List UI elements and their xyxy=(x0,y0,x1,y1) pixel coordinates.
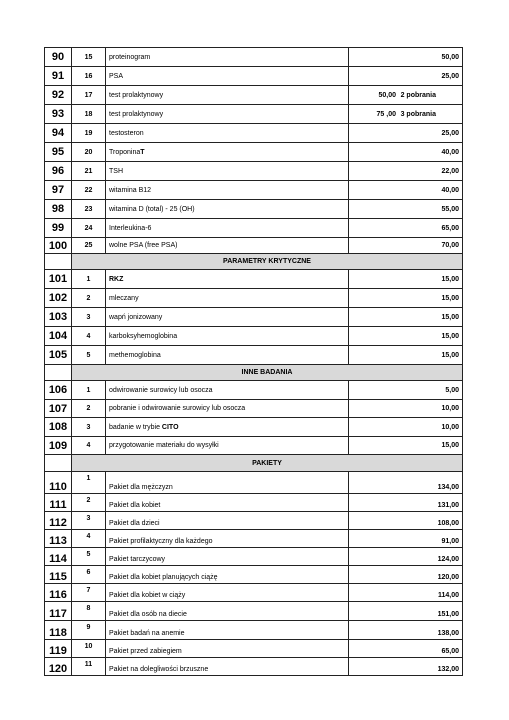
table-row xyxy=(45,67,463,86)
item-number: 5 xyxy=(72,548,106,566)
table-row xyxy=(45,658,463,676)
test-name: Pakiet tarczycowy xyxy=(106,548,349,566)
row-number: 93 xyxy=(45,105,72,124)
price-value: 55,00 xyxy=(349,200,463,219)
row-number: 98 xyxy=(45,200,72,219)
table-row xyxy=(45,566,463,584)
item-number: 21 xyxy=(72,162,106,181)
item-number: 18 xyxy=(72,105,106,124)
row-number: 97 xyxy=(45,181,72,200)
table-row xyxy=(45,584,463,602)
row-number: 111 xyxy=(45,494,72,512)
table-row xyxy=(45,381,463,400)
test-name: Pakiet dla osób na diecie xyxy=(106,602,349,621)
price-value: 10,00 xyxy=(349,418,463,437)
test-name: test prolaktynowy xyxy=(106,86,349,105)
table-row xyxy=(45,181,463,200)
price-value: 15,00 xyxy=(349,437,463,455)
table-row xyxy=(45,308,463,327)
item-number: 8 xyxy=(72,602,106,621)
test-name: wapń jonizowany xyxy=(106,308,349,327)
test-name: RKZ xyxy=(106,270,349,289)
item-number: 6 xyxy=(72,566,106,584)
row-number: 119 xyxy=(45,640,72,658)
price-cell xyxy=(349,105,463,124)
table-row xyxy=(45,86,463,105)
row-number: 101 xyxy=(45,270,72,289)
price-value: 40,00 xyxy=(349,143,463,162)
price-note: 2 pobrania xyxy=(400,91,436,99)
table-row xyxy=(45,124,463,143)
row-number: 120 xyxy=(45,658,72,676)
section-title: PAKIETY xyxy=(72,455,463,472)
section-blank-cell xyxy=(45,254,72,270)
item-number: 20 xyxy=(72,143,106,162)
cito-emphasis: CITO xyxy=(161,423,179,431)
price-value: 124,00 xyxy=(349,548,463,566)
test-name: Pakiet dla kobiet planujących ciążę xyxy=(106,566,349,584)
price-value: 114,00 xyxy=(349,584,463,602)
test-name: badanie w trybie CITO xyxy=(106,418,349,437)
section-pakiety-header xyxy=(45,455,463,472)
item-number: 24 xyxy=(72,219,106,238)
row-number: 95 xyxy=(45,143,72,162)
table-row xyxy=(45,270,463,289)
item-number: 1 xyxy=(72,472,106,494)
table-row xyxy=(45,238,463,254)
row-number: 115 xyxy=(45,566,72,584)
test-name: Pakiet profilaktyczny dla każdego xyxy=(106,530,349,548)
table-row xyxy=(45,200,463,219)
row-number: 100 xyxy=(45,238,72,254)
price-value: 134,00 xyxy=(349,472,463,494)
test-name: Pakiet dla dzieci xyxy=(106,512,349,530)
price-list-table xyxy=(44,47,463,676)
item-number: 15 xyxy=(72,48,106,67)
table-row xyxy=(45,48,463,67)
price-value: 15,00 xyxy=(349,289,463,308)
item-number: 5 xyxy=(72,346,106,365)
price-value: 131,00 xyxy=(349,494,463,512)
table-row xyxy=(45,640,463,658)
row-number: 96 xyxy=(45,162,72,181)
test-name: proteinogram xyxy=(106,48,349,67)
item-number: 22 xyxy=(72,181,106,200)
test-name: wolne PSA (free PSA) xyxy=(106,238,349,254)
item-number: 1 xyxy=(72,381,106,400)
row-number: 118 xyxy=(45,621,72,640)
price-value: 10,00 xyxy=(349,400,463,418)
item-number: 19 xyxy=(72,124,106,143)
item-number: 2 xyxy=(72,494,106,512)
item-number: 4 xyxy=(72,530,106,548)
row-number: 103 xyxy=(45,308,72,327)
row-number: 116 xyxy=(45,584,72,602)
item-number: 25 xyxy=(72,238,106,254)
test-name: Pakiet badań na anemie xyxy=(106,621,349,640)
test-name: Pakiet dla kobiet w ciąży xyxy=(106,584,349,602)
item-number: 23 xyxy=(72,200,106,219)
price-value: 15,00 xyxy=(349,346,463,365)
test-name: pobranie i odwirowanie surowicy lub osocza xyxy=(106,400,349,418)
row-number: 112 xyxy=(45,512,72,530)
item-number: 2 xyxy=(72,289,106,308)
row-number: 104 xyxy=(45,327,72,346)
row-number: 90 xyxy=(45,48,72,67)
price-value: 50,00 xyxy=(378,91,396,99)
test-name: TSH xyxy=(106,162,349,181)
table-row xyxy=(45,400,463,418)
section-title: INNE BADANIA xyxy=(72,365,463,381)
item-number: 1 xyxy=(72,270,106,289)
troponin-t-emphasis: T xyxy=(140,148,145,156)
test-name: witamina B12 xyxy=(106,181,349,200)
test-name: Pakiet dla kobiet xyxy=(106,494,349,512)
table-row xyxy=(45,494,463,512)
item-number: 3 xyxy=(72,418,106,437)
row-number: 106 xyxy=(45,381,72,400)
row-number: 105 xyxy=(45,346,72,365)
test-name: Pakiet dla mężczyzn xyxy=(106,472,349,494)
item-number: 11 xyxy=(72,658,106,676)
test-name: testosteron xyxy=(106,124,349,143)
test-name: Pakiet na dolegliwości brzuszne xyxy=(106,658,349,676)
price-cell xyxy=(349,86,463,105)
section-inne-badania-header xyxy=(45,365,463,381)
section-parametry-krytyczne-header xyxy=(45,254,463,270)
test-name: karboksyhemoglobina xyxy=(106,327,349,346)
row-number: 99 xyxy=(45,219,72,238)
price-value: 15,00 xyxy=(349,270,463,289)
table-row xyxy=(45,143,463,162)
item-number: 4 xyxy=(72,327,106,346)
test-name: PSA xyxy=(106,67,349,86)
test-name: witamina D (total) - 25 (OH) xyxy=(106,200,349,219)
test-name: TroponinaT xyxy=(106,143,349,162)
row-number: 92 xyxy=(45,86,72,105)
price-value: 91,00 xyxy=(349,530,463,548)
price-value: 50,00 xyxy=(349,48,463,67)
price-value: 120,00 xyxy=(349,566,463,584)
price-value: 15,00 xyxy=(349,327,463,346)
table-row xyxy=(45,621,463,640)
table-row xyxy=(45,289,463,308)
test-name: przygotowanie materiału do wysyłki xyxy=(106,437,349,455)
price-value: 15,00 xyxy=(349,308,463,327)
test-name: Interleukina-6 xyxy=(106,219,349,238)
table-row xyxy=(45,219,463,238)
row-number: 91 xyxy=(45,67,72,86)
row-number: 94 xyxy=(45,124,72,143)
test-name: methemoglobina xyxy=(106,346,349,365)
table-row xyxy=(45,346,463,365)
table-row xyxy=(45,162,463,181)
section-blank-cell xyxy=(45,455,72,472)
row-number: 113 xyxy=(45,530,72,548)
section-blank-cell xyxy=(45,365,72,381)
price-value: 151,00 xyxy=(349,602,463,621)
price-value: 40,00 xyxy=(349,181,463,200)
table-row xyxy=(45,418,463,437)
price-list-body xyxy=(45,48,463,676)
test-name: Pakiet przed zabiegiem xyxy=(106,640,349,658)
price-value: 65,00 xyxy=(349,219,463,238)
item-number: 17 xyxy=(72,86,106,105)
row-number: 102 xyxy=(45,289,72,308)
row-number: 114 xyxy=(45,548,72,566)
price-value: 25,00 xyxy=(349,124,463,143)
test-name: mleczany xyxy=(106,289,349,308)
table-row xyxy=(45,548,463,566)
row-number: 107 xyxy=(45,400,72,418)
section-title: PARAMETRY KRYTYCZNE xyxy=(72,254,463,270)
price-value: 132,00 xyxy=(349,658,463,676)
price-value: 75 ,00 xyxy=(376,110,396,118)
item-number: 3 xyxy=(72,308,106,327)
table-row xyxy=(45,327,463,346)
price-value: 25,00 xyxy=(349,67,463,86)
table-row xyxy=(45,105,463,124)
row-number: 109 xyxy=(45,437,72,455)
price-value: 5,00 xyxy=(349,381,463,400)
item-number: 10 xyxy=(72,640,106,658)
price-value: 138,00 xyxy=(349,621,463,640)
price-value: 65,00 xyxy=(349,640,463,658)
price-value: 22,00 xyxy=(349,162,463,181)
item-number: 9 xyxy=(72,621,106,640)
item-number: 16 xyxy=(72,67,106,86)
item-number: 3 xyxy=(72,512,106,530)
row-number: 108 xyxy=(45,418,72,437)
item-number: 2 xyxy=(72,400,106,418)
price-note: 3 pobrania xyxy=(400,110,436,118)
row-number: 110 xyxy=(45,472,72,494)
table-row xyxy=(45,512,463,530)
table-row xyxy=(45,530,463,548)
row-number: 117 xyxy=(45,602,72,621)
item-number: 4 xyxy=(72,437,106,455)
table-row xyxy=(45,437,463,455)
test-name: test prolaktynowy xyxy=(106,105,349,124)
price-value: 70,00 xyxy=(349,238,463,254)
table-row xyxy=(45,472,463,494)
item-number: 7 xyxy=(72,584,106,602)
price-value: 108,00 xyxy=(349,512,463,530)
table-row xyxy=(45,602,463,621)
test-name: odwirowanie surowicy lub osocza xyxy=(106,381,349,400)
